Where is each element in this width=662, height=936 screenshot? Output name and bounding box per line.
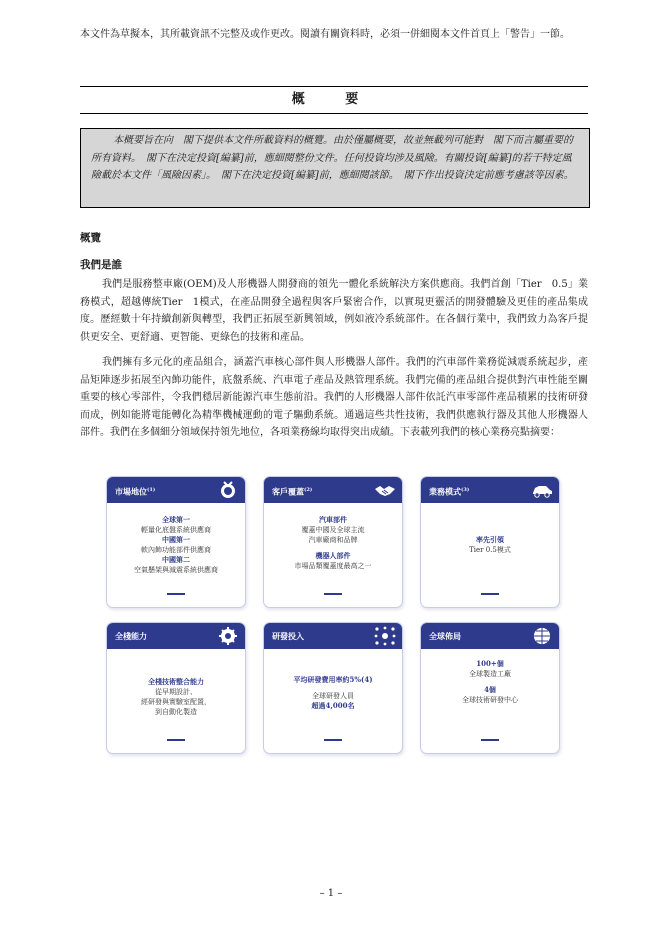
card-body (268, 675, 398, 711)
section-title: 概 要 (80, 86, 588, 114)
card-note: (1) (147, 487, 156, 493)
card-line: 全球研發人員 (312, 692, 354, 700)
card-customer-coverage (263, 476, 403, 608)
car-icon (531, 480, 553, 500)
card-body (425, 659, 555, 705)
card-accent-bar (324, 739, 342, 741)
card-line: Tier 0.5模式 (469, 546, 511, 554)
network-icon (374, 626, 396, 646)
card-title: 客戶覆蓋 (272, 486, 304, 497)
card-line: 全球技術研發中心 (462, 696, 518, 704)
card-title: 研發投入 (272, 631, 304, 641)
card-accent-bar (167, 593, 185, 595)
card-accent-bar (481, 593, 499, 595)
card-body (111, 515, 241, 575)
intro-box (80, 128, 590, 208)
card-line: 經研發與實驗室配置， (141, 698, 211, 706)
intro-text: 本概要旨在向 閣下提供本文件所載資料的概覽。由於僅屬概要，故並無載列可能對 閣下而言屬重要的所有資料。 閣下在決定投資[編纂]前，應細閱整份文件。任何投資均涉及風險。有關投資[編纂]的若干特定風險載於本文件「風險因素」。 閣下在決定投資[編纂]前，應細閱該節。 閣下作出投資決定前應考慮該等因素。 (91, 135, 574, 181)
card-global-footprint (420, 622, 560, 754)
card-title: 業務模式 (429, 486, 461, 497)
card-line: 率先引領 (476, 535, 504, 544)
heading-who-we-are: 我們是誰 (80, 259, 122, 271)
card-line: 超過4,000名 (311, 701, 355, 710)
card-line: 到自動化製造 (155, 708, 197, 716)
card-title: 全球佈局 (429, 631, 461, 641)
card-line: 平均研發費用率約5%(4) (293, 675, 373, 684)
card-note: (3) (461, 487, 470, 493)
card-line: 空氣懸架與減震系統供應商 (134, 566, 218, 574)
paragraph-2: 我們擁有多元化的產品組合，涵蓋汽車核心部件與人形機器人部件。我們的汽車部件業務從減震系統起步，產品矩陣逐步拓展至內飾功能件，底盤系統、汽車電子產品及熱管理系統。我們完備的產品組合提供對汽車性能至關重要的核心零部件，令我們穩居新能源汽車生態前沿。我們的人形機器人部件依託汽車零部件產品積累的技術研發而成，例如能將電能轉化為精準機械運動的電子驅動系統。通過這些共性技術，我們供應執行器及其他人形機器人部件。我們在多個細分領域保持領先地位，各項業務線均取得突出成績。下表載列我們的核心業務亮點摘要： (80, 357, 588, 438)
card-rnd-investment (263, 622, 403, 754)
card-title: 全棧能力 (115, 631, 147, 641)
card-line: 輕量化底盤系統供應商 (141, 526, 211, 534)
paragraph-1: 我們是服務整車廠(OEM)及人形機器人開發商的領先一體化系統解決方案供應商。我們首創「Tier 0.5」業務模式，超越傳統Tier 1模式，在產品開發全過程與客戶緊密合作，以實現更靈活的開發體驗及更佳的產品集成度。歷經數十年持續創新與轉型，我們正拓展至新興領域，例如液冷系統部件。在各個行業中，我們致力為客戶提供更安全、更舒適、更智能、更綠色的技術和產品。 (80, 279, 588, 343)
card-accent-bar (167, 739, 185, 741)
card-line: 4個 (484, 685, 496, 694)
card-line: 從早期設計、 (155, 688, 197, 696)
card-line: 全球第一 (162, 515, 190, 524)
card-line: 市場品類覆蓋度最高之一 (294, 562, 372, 570)
card-note: (2) (304, 487, 313, 493)
card-line: 全球製造工廠 (469, 670, 511, 678)
card-line: 機器人部件 (315, 551, 351, 560)
card-line: 中國第二 (162, 555, 190, 564)
card-body (268, 515, 398, 571)
card-accent-bar (324, 593, 342, 595)
heading-overview: 概覽 (80, 232, 101, 244)
draft-warning: 本文件為草擬本，其所載資訊不完整及或作更改。閱讀有關資料時，必須一併細閱本文件首頁上「警告」一節。 (80, 29, 570, 40)
card-body (111, 677, 241, 717)
medal-icon (217, 480, 239, 500)
handshake-icon (374, 480, 396, 500)
globe-icon (531, 626, 553, 646)
gear-badge-icon (217, 626, 239, 646)
card-line: 100+個 (476, 659, 504, 668)
card-line: 中國第一 (162, 535, 190, 544)
card-line: 軟內飾功能部件供應商 (141, 546, 211, 554)
card-line: 汽車廠商和品牌 (308, 536, 358, 544)
card-title: 市場地位 (115, 486, 147, 497)
card-market-position (106, 476, 246, 608)
card-body (425, 535, 555, 555)
card-line: 全棧技術整合能力 (148, 677, 204, 686)
card-accent-bar (481, 739, 499, 741)
page-number: – 1 – (319, 888, 343, 899)
card-full-stack (106, 622, 246, 754)
card-business-model (420, 476, 560, 608)
card-line: 覆蓋中國及全球主流 (301, 526, 365, 534)
card-line: 汽車部件 (319, 515, 347, 524)
